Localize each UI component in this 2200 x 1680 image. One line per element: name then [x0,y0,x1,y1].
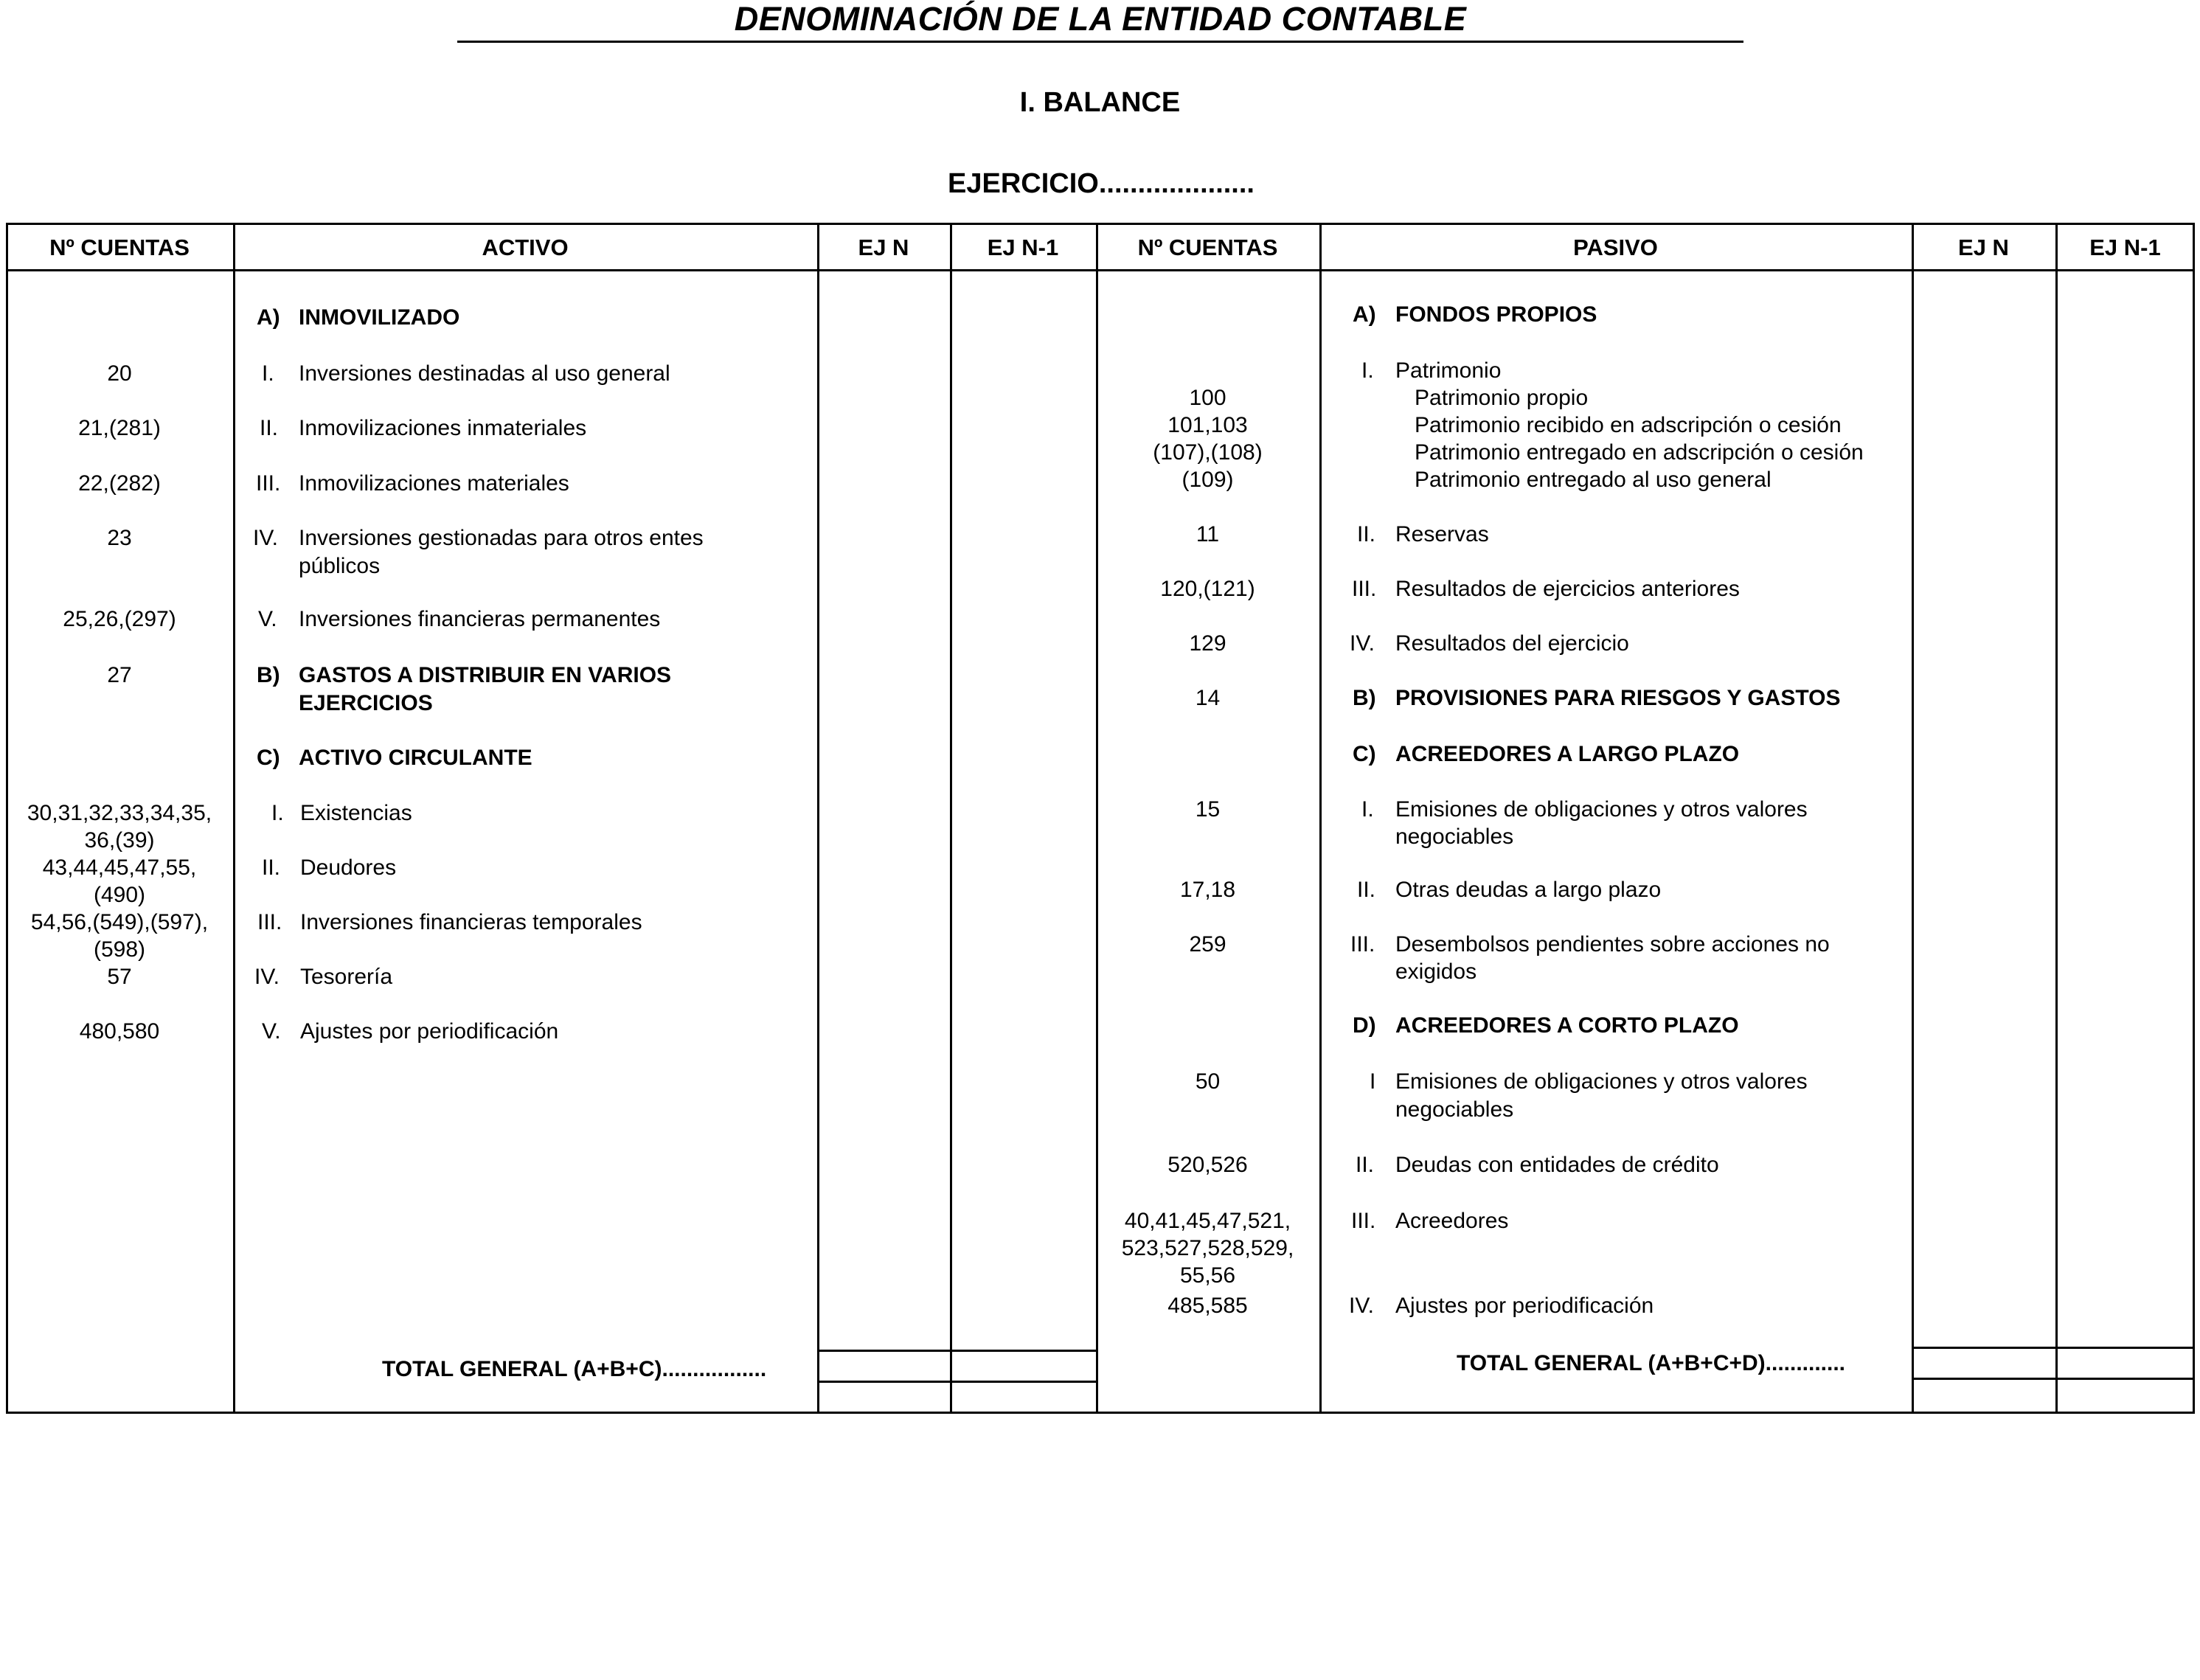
pasivo-a2-acc: 11 [1196,522,1220,546]
pasivo-a1-label: Patrimonio [1395,358,1502,383]
column-divider [950,223,952,1414]
header-activo: ACTIVO [482,235,569,260]
pasivo-c2-acc: 17,18 [1179,878,1236,902]
activo-a2-acc: 21,(281) [78,416,161,440]
pasivo-c-num: C) [1353,742,1376,766]
pasivo-c2-num: II. [1357,878,1376,902]
header-divider [6,269,2195,271]
pasivo-d-label: ACREEDORES A CORTO PLAZO [1395,1013,1739,1038]
pasivo-c2-label: Otras deudas a largo plazo [1395,878,1662,902]
pasivo-a3-acc: 120,(121) [1160,577,1255,601]
activo-c1-acc: 30,31,32,33,34,35, [27,801,212,825]
pasivo-c1-label2: negociables [1395,825,1514,849]
pasivo-c3-label2: exigidos [1395,959,1477,984]
pasivo-a-num: A) [1353,302,1376,327]
activo-c-num: C) [257,746,280,770]
activo-c2-acc: 43,44,45,47,55, [42,855,197,880]
activo-c4-acc: 57 [107,965,132,989]
header-cuentas-left: Nº CUENTAS [49,235,190,260]
pasivo-b-label: PROVISIONES PARA RIESGOS Y GASTOS [1395,686,1841,710]
pasivo-d4-label: Ajustes por periodificación [1395,1294,1654,1318]
activo-a4-label: Inversiones gestionadas para otros entes [299,526,704,550]
pasivo-d3-num: III. [1351,1209,1376,1233]
activo-a3-label: Inmovilizaciones materiales [299,471,569,496]
activo-c1-num: I. [271,801,284,825]
page-title: DENOMINACIÓN DE LA ENTIDAD CONTABLE [734,0,1467,38]
pasivo-d1-label: Emisiones de obligaciones y otros valores [1395,1069,1808,1094]
header-ejn-right: EJ N [1958,235,2009,260]
pasivo-d3-acc3: 55,56 [1179,1263,1236,1288]
pasivo-d4-acc: 485,585 [1167,1294,1248,1318]
activo-c5-label: Ajustes por periodificación [300,1019,559,1044]
column-divider [817,223,819,1414]
activo-a4-num: IV. [253,526,278,550]
activo-b-label: GASTOS A DISTRIBUIR EN VARIOS [299,663,672,687]
pasivo-a2-num: II. [1357,522,1376,546]
activo-total-label: TOTAL GENERAL (A+B+C)................. [382,1357,767,1381]
activo-a-num: A) [257,305,280,330]
activo-a5-label: Inversiones financieras permanentes [299,607,661,631]
activo-c2-label: Deudores [300,855,397,880]
activo-c1-label: Existencias [300,801,412,825]
activo-c3-label: Inversiones financieras temporales [300,910,642,934]
pasivo-d2-acc: 520,526 [1167,1153,1248,1177]
ejercicio-label: EJERCICIO.................... [948,168,1255,199]
total-box-line [817,1350,1097,1352]
pasivo-d1-num: I [1370,1069,1376,1094]
pasivo-d2-num: II. [1356,1153,1375,1177]
pasivo-a1c-label: Patrimonio entregado en adscripción o cesión [1415,440,1864,465]
pasivo-d3-label: Acreedores [1395,1209,1509,1233]
activo-c3-num: III. [257,910,282,934]
section-title: I. BALANCE [1019,87,1181,118]
pasivo-c1-num: I. [1361,797,1374,822]
pasivo-a1b-label: Patrimonio recibido en adscripción o cesión [1415,413,1842,437]
pasivo-a2-label: Reservas [1395,522,1489,546]
column-divider [2055,223,2058,1414]
pasivo-c1-label: Emisiones de obligaciones y otros valores [1395,797,1808,822]
header-pasivo: PASIVO [1573,235,1658,260]
total-box-line [1912,1347,2195,1349]
activo-c5-num: V. [262,1019,281,1044]
column-divider [1912,223,1914,1414]
activo-c-label: ACTIVO CIRCULANTE [299,746,532,770]
pasivo-a1b-acc: 101,103 [1167,413,1248,437]
pasivo-d-num: D) [1353,1013,1376,1038]
header-ejn1-right: EJ N-1 [2089,235,2161,260]
pasivo-b-num: B) [1353,686,1376,710]
activo-c4-label: Tesorería [300,965,393,989]
pasivo-a3-label: Resultados de ejercicios anteriores [1395,577,1740,601]
pasivo-a1a-label: Patrimonio propio [1415,386,1589,410]
activo-a3-num: III. [256,471,281,496]
activo-c4-num: IV. [254,965,280,989]
pasivo-c3-acc: 259 [1189,932,1226,957]
total-box-line [1912,1378,2195,1380]
header-cuentas-right: Nº CUENTAS [1137,235,1278,260]
activo-b-acc: 27 [107,663,132,687]
activo-a5-num: V. [258,607,277,631]
activo-a1-acc: 20 [107,361,132,386]
pasivo-c1-acc: 15 [1195,797,1221,822]
pasivo-a1d-acc: (109) [1181,468,1234,492]
activo-a2-label: Inmovilizaciones inmateriales [299,416,587,440]
pasivo-d3-acc2: 523,527,528,529, [1121,1236,1294,1260]
pasivo-c3-label: Desembolsos pendientes sobre acciones no [1395,932,1830,957]
pasivo-a4-label: Resultados del ejercicio [1395,631,1629,656]
pasivo-a1d-label: Patrimonio entregado al uso general [1415,468,1772,492]
pasivo-d1-label2: negociables [1395,1097,1514,1122]
pasivo-d4-num: IV. [1349,1294,1374,1318]
activo-a4-acc: 23 [107,526,132,550]
activo-a1-label: Inversiones destinadas al uso general [299,361,670,386]
header-ejn-left: EJ N [858,235,909,260]
pasivo-a1c-acc: (107),(108) [1153,440,1263,465]
pasivo-a-label: FONDOS PROPIOS [1395,302,1597,327]
activo-a-label: INMOVILIZADO [299,305,460,330]
pasivo-a1-num: I. [1361,358,1374,383]
pasivo-a3-num: III. [1352,577,1377,601]
column-divider [1319,223,1322,1414]
pasivo-b-acc: 14 [1195,686,1221,710]
activo-c2-num: II. [262,855,281,880]
activo-c3-acc: 54,56,(549),(597), [30,910,209,934]
activo-b-label2: EJERCICIOS [299,691,433,715]
pasivo-total-label: TOTAL GENERAL (A+B+C+D)............. [1457,1351,1846,1375]
pasivo-c3-num: III. [1350,932,1375,957]
activo-c2-acc2: (490) [93,883,146,907]
activo-c3-acc2: (598) [93,937,146,962]
header-ejn1-left: EJ N-1 [987,235,1059,260]
activo-a2-num: II. [260,416,279,440]
column-divider [233,223,235,1414]
activo-a4-label2: públicos [299,554,381,578]
activo-c1-acc2: 36,(39) [84,828,155,853]
activo-b-num: B) [257,663,280,687]
activo-a1-num: I. [262,361,274,386]
pasivo-a1a-acc: 100 [1189,386,1226,410]
pasivo-c-label: ACREEDORES A LARGO PLAZO [1395,742,1740,766]
pasivo-d2-label: Deudas con entidades de crédito [1395,1153,1719,1177]
pasivo-a4-acc: 129 [1189,631,1226,656]
pasivo-d3-acc: 40,41,45,47,521, [1124,1209,1291,1233]
title-underline [457,41,1743,43]
activo-c5-acc: 480,580 [79,1019,160,1044]
pasivo-d1-acc: 50 [1195,1069,1221,1094]
activo-a3-acc: 22,(282) [78,471,161,496]
total-box-line [817,1381,1097,1383]
pasivo-a4-num: IV. [1350,631,1375,656]
activo-a5-acc: 25,26,(297) [63,607,176,631]
